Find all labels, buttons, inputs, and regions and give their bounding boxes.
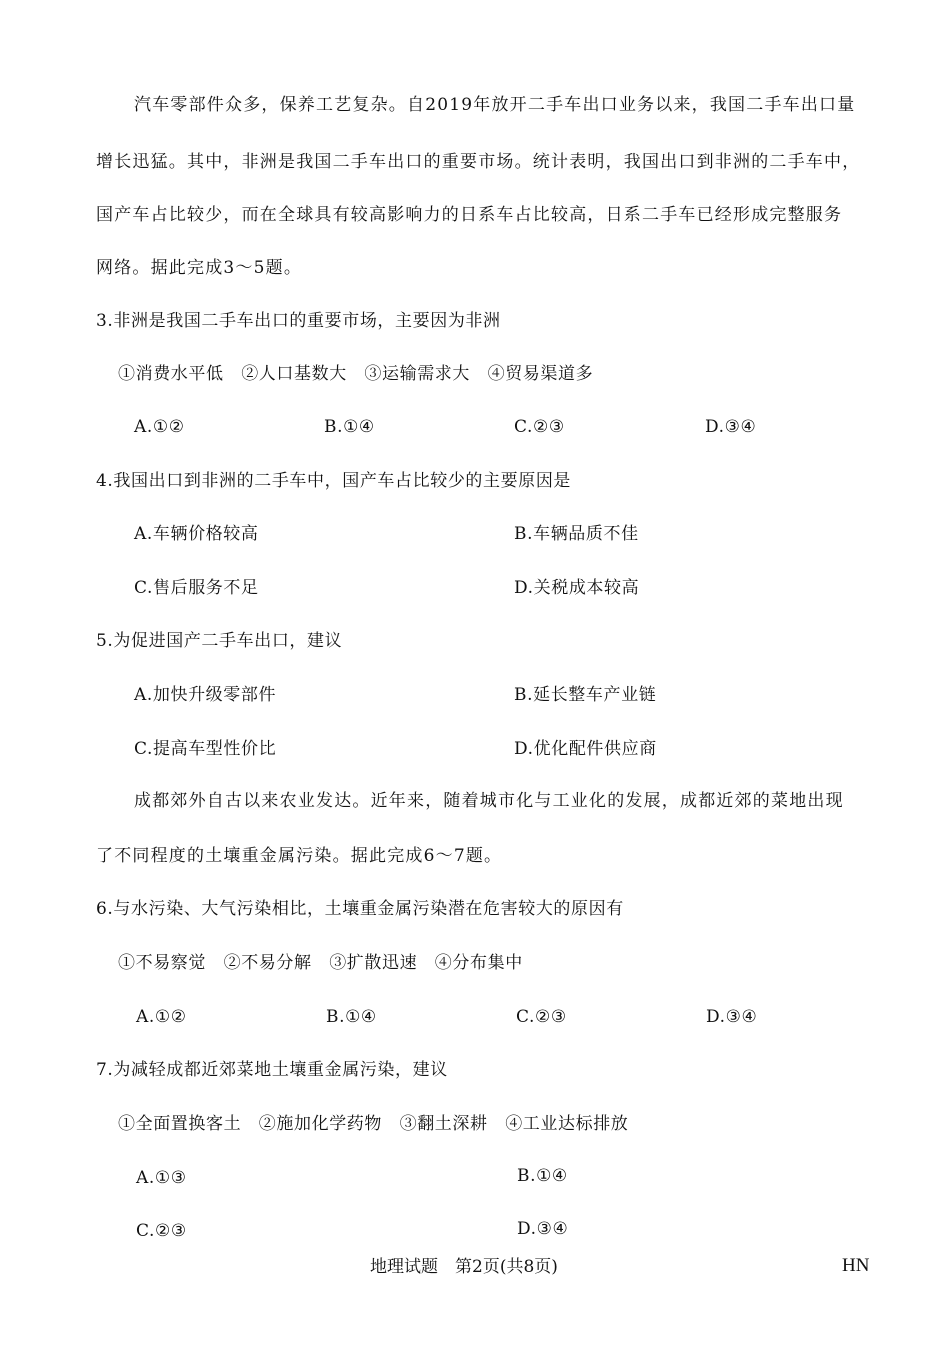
intro-paragraph-line: 汽车零部件众多，保养工艺复杂。自2019年放开二手车出口业务以来，我国二手车出口量 — [134, 95, 856, 115]
question-7-stem: 7.为减轻成都近郊菜地土壤重金属污染，建议 — [96, 1060, 448, 1080]
question-3-option-d: D.③④ — [705, 417, 757, 437]
question-5-option-a: A.加快升级零部件 — [134, 685, 277, 705]
question-3-stem: 3.非洲是我国二手车出口的重要市场，主要因为非洲 — [96, 311, 501, 331]
question-7-items: ①全面置换客土 ②施加化学药物 ③翻土深耕 ④工业达标排放 — [118, 1114, 629, 1134]
question-7-option-a: A.①③ — [136, 1168, 187, 1188]
question-3-option-a: A.①② — [134, 417, 185, 437]
intro-paragraph-line: 成都郊外自古以来农业发达。近年来，随着城市化与工业化的发展，成都近郊的菜地出现 — [134, 791, 844, 811]
question-3-items: ①消费水平低 ②人口基数大 ③运输需求大 ④贸易渠道多 — [118, 364, 594, 384]
question-5-option-d: D.优化配件供应商 — [514, 739, 657, 759]
question-5-option-c: C.提高车型性价比 — [134, 739, 277, 759]
question-6-items: ①不易察觉 ②不易分解 ③扩散迅速 ④分布集中 — [118, 953, 523, 973]
question-6-stem: 6.与水污染、大气污染相比，土壤重金属污染潜在危害较大的原因有 — [96, 899, 624, 919]
intro-paragraph-line: 增长迅猛。其中，非洲是我国二手车出口的重要市场。统计表明，我国出口到非洲的二手车中， — [96, 152, 861, 172]
page-footer: 地理试题 第2页(共8页) — [370, 1257, 558, 1277]
question-5-option-b: B.延长整车产业链 — [514, 685, 657, 705]
question-7-option-b: B.①④ — [517, 1166, 568, 1186]
question-4-option-d: D.关税成本较高 — [514, 578, 640, 598]
intro-paragraph-line: 了不同程度的土壤重金属污染。据此完成6～7题。 — [96, 846, 503, 866]
question-5-stem: 5.为促进国产二手车出口，建议 — [96, 631, 343, 651]
question-4-option-b: B.车辆品质不佳 — [514, 524, 639, 544]
intro-paragraph-line: 网络。据此完成3～5题。 — [96, 258, 303, 278]
intro-paragraph-line: 国产车占比较少，而在全球具有较高影响力的日系车占比较高，日系二手车已经形成完整服务 — [96, 205, 843, 225]
question-3-option-b: B.①④ — [324, 417, 375, 437]
question-6-option-c: C.②③ — [516, 1007, 567, 1027]
question-4-stem: 4.我国出口到非洲的二手车中，国产车占比较少的主要原因是 — [96, 471, 572, 491]
question-4-option-c: C.售后服务不足 — [134, 578, 259, 598]
question-7-option-d: D.③④ — [517, 1219, 569, 1239]
footer-code: HN — [842, 1255, 870, 1276]
question-7-option-c: C.②③ — [136, 1221, 187, 1241]
question-3-option-c: C.②③ — [514, 417, 565, 437]
question-4-option-a: A.车辆价格较高 — [134, 524, 259, 544]
question-6-option-a: A.①② — [136, 1007, 187, 1027]
question-6-option-d: D.③④ — [706, 1007, 758, 1027]
question-6-option-b: B.①④ — [326, 1007, 377, 1027]
